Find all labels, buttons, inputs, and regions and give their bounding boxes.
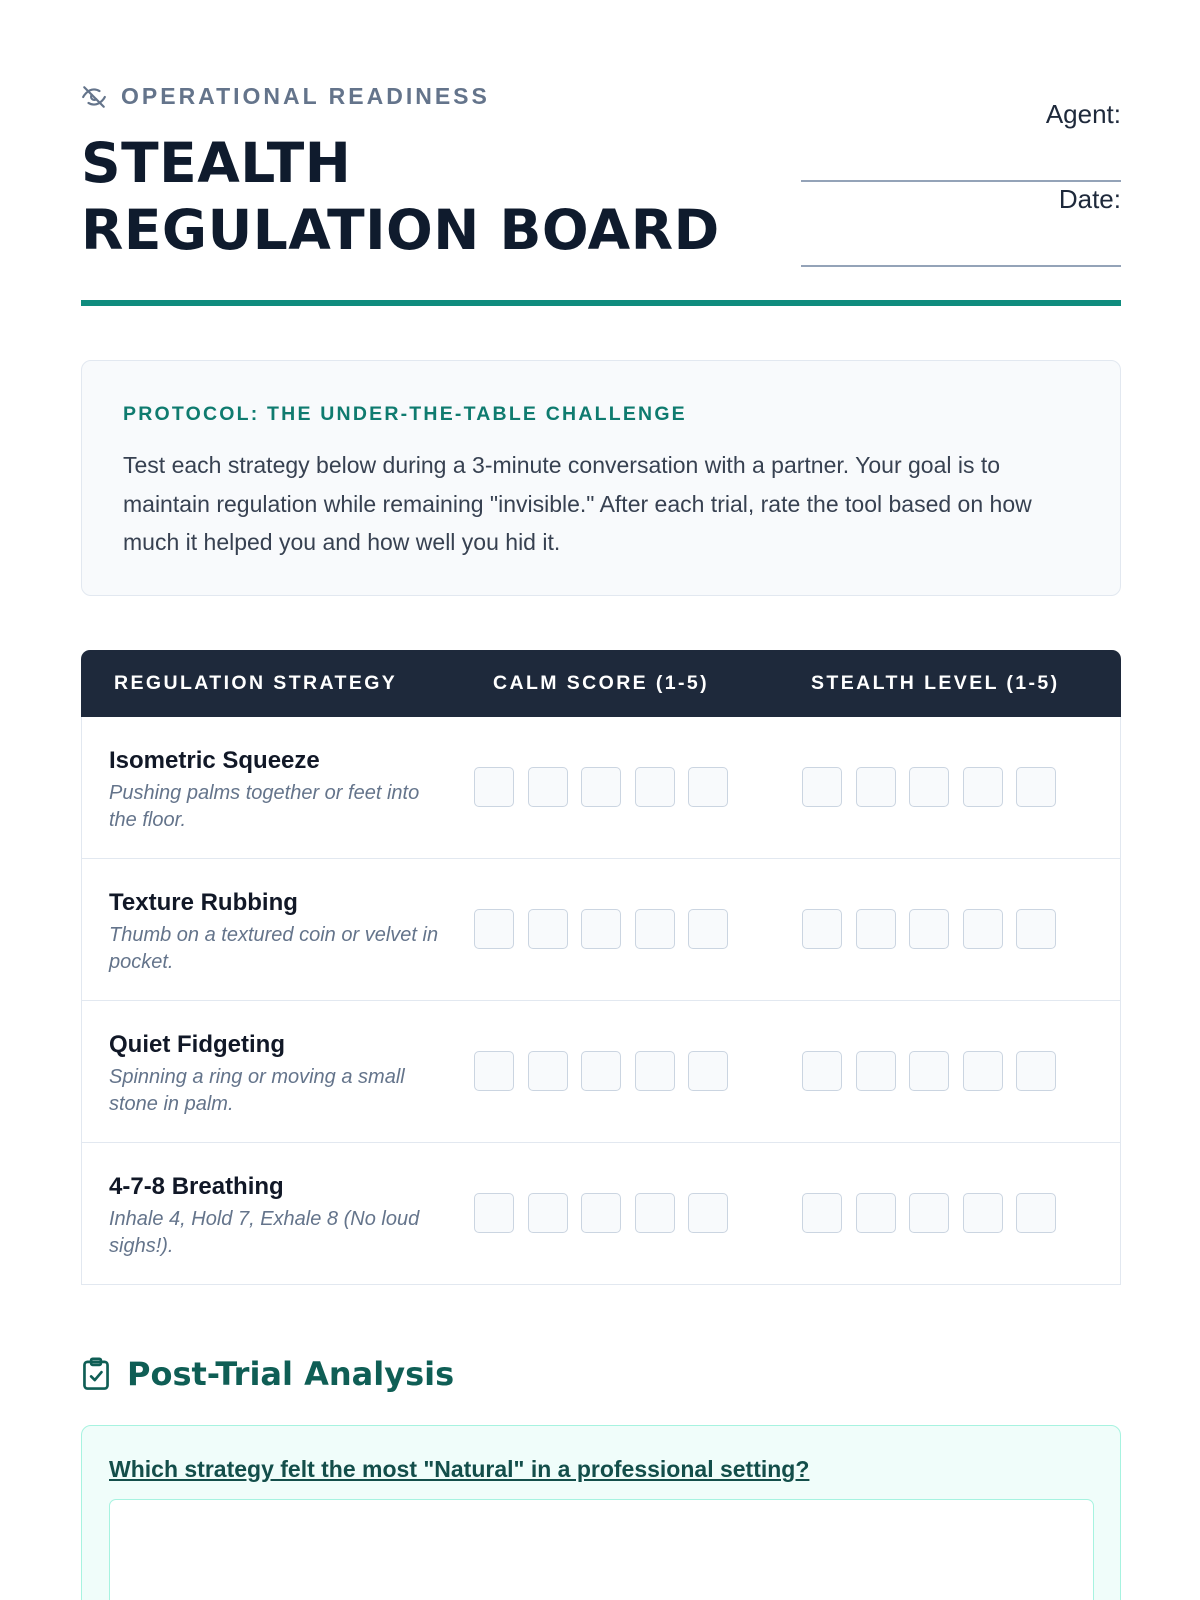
column-header-strategy: REGULATION STRATEGY <box>114 672 398 694</box>
question-text: Which strategy felt the most "Natural" in a professional setting? <box>109 1456 810 1482</box>
stealth-score-box[interactable] <box>1016 909 1056 949</box>
stealth-score-box[interactable] <box>856 1193 896 1233</box>
table-header <box>81 650 1121 717</box>
stealth-score-box[interactable] <box>909 909 949 949</box>
calm-score-boxes <box>474 1051 728 1091</box>
strategy-table <box>81 650 1121 1285</box>
calm-score-box[interactable] <box>688 1193 728 1233</box>
calm-score-box[interactable] <box>635 1193 675 1233</box>
calm-score-box[interactable] <box>688 1051 728 1091</box>
calm-score-box[interactable] <box>581 767 621 807</box>
protocol-card <box>81 360 1121 596</box>
stealth-score-box[interactable] <box>802 909 842 949</box>
calm-score-box[interactable] <box>474 767 514 807</box>
calm-score-box[interactable] <box>474 1051 514 1091</box>
calm-score-boxes <box>474 1193 728 1233</box>
answer-box[interactable] <box>109 1499 1094 1600</box>
calm-score-box[interactable] <box>581 1051 621 1091</box>
stealth-score-boxes <box>802 909 1056 949</box>
column-header-calm: CALM SCORE (1-5) <box>493 672 710 694</box>
eye-off-icon <box>81 84 107 110</box>
table-row <box>81 859 1121 1001</box>
calm-score-box[interactable] <box>581 1193 621 1233</box>
stealth-score-box[interactable] <box>802 1051 842 1091</box>
stealth-score-boxes <box>802 767 1056 807</box>
eyebrow <box>81 83 490 110</box>
calm-score-box[interactable] <box>635 909 675 949</box>
worksheet-page <box>81 0 1121 1482</box>
calm-score-box[interactable] <box>688 767 728 807</box>
column-header-stealth: STEALTH LEVEL (1-5) <box>811 672 1060 694</box>
strategy-description: Pushing palms together or feet into the floor. <box>109 782 420 831</box>
stealth-score-box[interactable] <box>1016 767 1056 807</box>
calm-score-boxes <box>474 767 728 807</box>
strategy-description: Spinning a ring or moving a small stone in palm. <box>109 1066 405 1115</box>
calm-score-box[interactable] <box>528 767 568 807</box>
strategy-description: Inhale 4, Hold 7, Exhale 8 (No loud sighs!). <box>109 1208 420 1257</box>
table-row <box>81 1001 1121 1143</box>
protocol-title: PROTOCOL: THE UNDER-THE-TABLE CHALLENGE <box>123 403 687 425</box>
page-title <box>81 130 720 264</box>
stealth-score-box[interactable] <box>963 1193 1003 1233</box>
analysis-title: Post-Trial Analysis <box>127 1355 455 1393</box>
stealth-score-box[interactable] <box>856 909 896 949</box>
calm-score-box[interactable] <box>635 1051 675 1091</box>
stealth-score-box[interactable] <box>909 1193 949 1233</box>
analysis-heading <box>81 1355 454 1393</box>
stealth-score-box[interactable] <box>802 1193 842 1233</box>
strategy-name: Quiet Fidgeting <box>109 1031 285 1058</box>
table-row <box>81 1143 1121 1285</box>
stealth-score-box[interactable] <box>802 767 842 807</box>
agent-label: Agent: <box>1045 99 1121 129</box>
strategy-name: Isometric Squeeze <box>109 747 320 774</box>
stealth-score-boxes <box>802 1051 1056 1091</box>
date-field[interactable] <box>801 182 1121 267</box>
strategy-description: Thumb on a textured coin or velvet in pocket. <box>109 924 439 973</box>
calm-score-box[interactable] <box>474 1193 514 1233</box>
table-body <box>81 717 1121 1285</box>
calm-score-box[interactable] <box>528 1193 568 1233</box>
worksheet-header <box>81 0 1121 308</box>
title-line-1: STEALTH <box>81 131 352 195</box>
strategy-name: Texture Rubbing <box>109 889 298 916</box>
meta-fields <box>801 95 1121 267</box>
header-divider <box>81 300 1121 306</box>
question-card <box>81 1425 1121 1600</box>
stealth-score-box[interactable] <box>909 1051 949 1091</box>
clipboard-check-icon <box>81 1357 111 1391</box>
calm-score-box[interactable] <box>635 767 675 807</box>
protocol-body: Test each strategy below during a 3-minute conversation with a partner. Your goal is to maintain regulation while remaining "invisible." After each trial, rate the tool based on how much it helped you and how well you hid it. <box>123 452 1032 555</box>
eyebrow-label: OPERATIONAL READINESS <box>121 83 490 109</box>
stealth-score-box[interactable] <box>963 909 1003 949</box>
stealth-score-box[interactable] <box>856 767 896 807</box>
calm-score-box[interactable] <box>528 909 568 949</box>
strategy-name: 4-7-8 Breathing <box>109 1173 284 1200</box>
stealth-score-box[interactable] <box>909 767 949 807</box>
agent-field[interactable] <box>801 95 1121 182</box>
calm-score-boxes <box>474 909 728 949</box>
calm-score-box[interactable] <box>688 909 728 949</box>
table-row <box>81 717 1121 859</box>
date-label: Date: <box>1058 184 1121 214</box>
stealth-score-box[interactable] <box>1016 1193 1056 1233</box>
calm-score-box[interactable] <box>474 909 514 949</box>
calm-score-box[interactable] <box>581 909 621 949</box>
stealth-score-box[interactable] <box>1016 1051 1056 1091</box>
calm-score-box[interactable] <box>528 1051 568 1091</box>
stealth-score-boxes <box>802 1193 1056 1233</box>
stealth-score-box[interactable] <box>963 1051 1003 1091</box>
title-line-2: REGULATION BOARD <box>81 198 720 262</box>
stealth-score-box[interactable] <box>856 1051 896 1091</box>
stealth-score-box[interactable] <box>963 767 1003 807</box>
